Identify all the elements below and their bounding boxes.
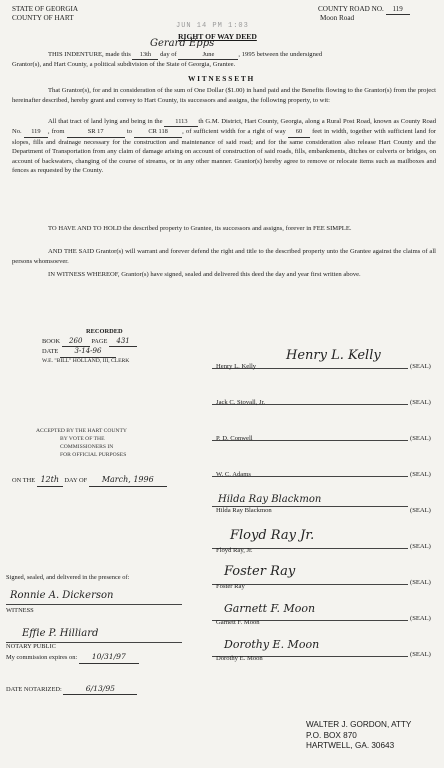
page-number: 431 <box>109 337 137 347</box>
tract-from: SR 17 <box>67 127 125 137</box>
book-number: 260 <box>62 337 90 347</box>
grantor-signature: Henry L. Kelly <box>286 348 381 363</box>
habendum-paragraph: TO HAVE AND TO HOLD the described property to Grantee, its successors and assigns, forever in FEE SIMPLE. <box>48 225 352 232</box>
road-label: COUNTY ROAD NO. <box>318 5 384 13</box>
seal-label: (SEAL) <box>410 435 431 442</box>
seal-label: (SEAL) <box>410 507 431 514</box>
received-stamp: JUN 14 PM 1:03 <box>176 22 249 30</box>
grantor-sig-block <box>212 384 440 420</box>
clerk-name: W.E. "BILL" HOLLAND, III, CLERK <box>42 357 130 364</box>
grantor-signature: Foster Ray <box>224 564 296 579</box>
grantor-signatures <box>212 348 440 672</box>
deed-month: June <box>178 50 238 60</box>
accepted-date: ON THE 12th DAY OF March, 1996 <box>12 474 167 487</box>
grantor-printed-name: Jack C. Stovall, Jr. <box>216 399 266 406</box>
seal-label: (SEAL) <box>410 543 431 550</box>
seal-label: (SEAL) <box>410 471 431 478</box>
seal-label: (SEAL) <box>410 651 431 658</box>
accepted-day: 12th <box>37 474 63 487</box>
attorney-city: HARTWELL, GA. 30643 <box>306 741 395 751</box>
road-box <box>318 6 410 23</box>
grantor-sig-block <box>212 348 440 384</box>
grantor-sig-block <box>212 492 440 528</box>
witnesseth-heading: W I T N E S S E T H <box>188 74 254 83</box>
seal-label: (SEAL) <box>410 615 431 622</box>
grantor-printed-name: W. C. Adams <box>216 471 251 478</box>
grantor-printed-name: Dorothy E. Moon <box>216 655 263 662</box>
grantor-printed-name: Floyd Ray, Jr. <box>216 547 253 554</box>
return-address <box>306 720 411 752</box>
grantor-signature: Dorothy E. Moon <box>224 638 320 651</box>
commission-label: My commission expires on: <box>6 653 78 661</box>
accepted-month-year: March, 1996 <box>89 474 167 487</box>
grantor-printed-name: Foster Ray <box>216 583 245 590</box>
grantor-sig-block <box>212 636 440 672</box>
row-width: 60 <box>288 127 310 137</box>
tract-to: CR 118 <box>134 127 182 137</box>
consideration-paragraph: That Grantor(s), for and in consideration of the sum of One Dollar ($1.00) in hand paid and the Benefits flowing to the Grantor(s) from the project hereinafter described, hereby grant and convey to Hart County, its successors and assigns, the following property, to wit: <box>12 87 436 104</box>
warranty-paragraph: AND THE SAID Grantor(s) will warrant and forever defend the right and title to the described property unto the Grantee against the claims of all persons whomsoever. <box>12 248 436 265</box>
deed-title: RIGHT OF WAY DEED <box>178 32 257 41</box>
grantor-printed-name: Henry L. Kelly <box>216 363 257 370</box>
accepted-stamp: ACCEPTED BY THE HART COUNTY BY VOTE OF THE COMMISSIONERS IN FOR OFFICIAL PURPOSES <box>36 428 127 459</box>
grantor-printed-name: P. D. Conwell <box>216 435 253 442</box>
intro-paragraph: THIS INDENTURE, made this 13th day of June , 1995 between the undersigned Grantor(s), and Hart County, a political subdivision of the State of Georgia, Grantee. <box>12 51 323 69</box>
seal-label: (SEAL) <box>410 363 431 370</box>
grantor-sig-block <box>212 528 440 564</box>
gm-district: 1113 <box>164 117 198 127</box>
grantor-signature: Floyd Ray Jr. <box>230 528 315 543</box>
header-signature: Gerard Epps <box>150 38 215 49</box>
witness-label: WITNESS <box>6 607 34 614</box>
witness-clause: IN WITNESS WHEREOF, Grantor(s) have signed, sealed and delivered this deed the day and year first written above. <box>48 271 361 278</box>
county-line: COUNTY OF HART <box>12 13 74 22</box>
grantor-printed-name: Garnett F. Moon <box>216 619 260 626</box>
witness-signature: Ronnie A. Dickerson <box>10 590 114 601</box>
recorded-date: 3-14-96 <box>60 347 116 357</box>
commission-date: 10/31/97 <box>79 652 139 664</box>
notarized-row <box>6 683 137 695</box>
deed-day: 13th <box>132 50 158 60</box>
notary-signature: Effie P. Hilliard <box>22 628 99 639</box>
recorded-stamp: RECORDED BOOK 260 PAGE 431 DATE 3-14-96 W.E. "BILL" HOLLAND, III, CLERK <box>42 328 182 365</box>
road-number: 119 <box>386 6 410 15</box>
notarized-date: 6/13/95 <box>63 683 137 695</box>
notary-label: NOTARY PUBLIC <box>6 643 56 650</box>
grantor-sig-block <box>212 456 440 492</box>
state-county-header <box>12 5 78 22</box>
grantor-sig-block <box>212 420 440 456</box>
presence-text: Signed, sealed, and delivered in the presence of: <box>6 574 130 581</box>
grantor-signature: Garnett F. Moon <box>224 602 316 615</box>
grantor-sig-block <box>212 600 440 636</box>
deed-year: 95 <box>248 51 255 58</box>
seal-label: (SEAL) <box>410 399 431 406</box>
grantor-printed-name: Hilda Ray Blackmon <box>216 507 272 514</box>
attorney-box: P.O. BOX 870 <box>306 730 357 740</box>
state-line: STATE OF GEORGIA <box>12 5 79 13</box>
grantor-sig-block <box>212 564 440 600</box>
notarized-label: DATE NOTARIZED: <box>6 686 62 693</box>
attorney-name: WALTER J. GORDON, ATTY <box>306 720 412 729</box>
tract-road-number: 119 <box>24 127 48 137</box>
seal-label: (SEAL) <box>410 579 431 586</box>
grantor-signature: Hilda Ray Blackmon <box>218 494 322 505</box>
notary-block <box>6 643 139 664</box>
tract-paragraph: All that tract of land lying and being in the 1113 th G.M. District, Hart County, Georgia, along a Rural Post Road, known as County Road No. 119 , from SR 17 to CR 118 , of sufficient width for a right of way 60 feet in width, together with sufficient land for slopes, fills and drainage necessary for the construction and maintenance of said road; and for the same consideration also release Hart County and the Department of Transportation from any claim of damage arising on account of construction of said roads, fills, embankments, ditches or culverts or bridges, on account of backwaters, changing of the course of streams, or in any other manner. Grantor(s) hereby agree to remove or relocate items such as mailboxes and fences as requested by the County. <box>12 118 437 175</box>
road-name: Moon Road <box>320 13 355 22</box>
